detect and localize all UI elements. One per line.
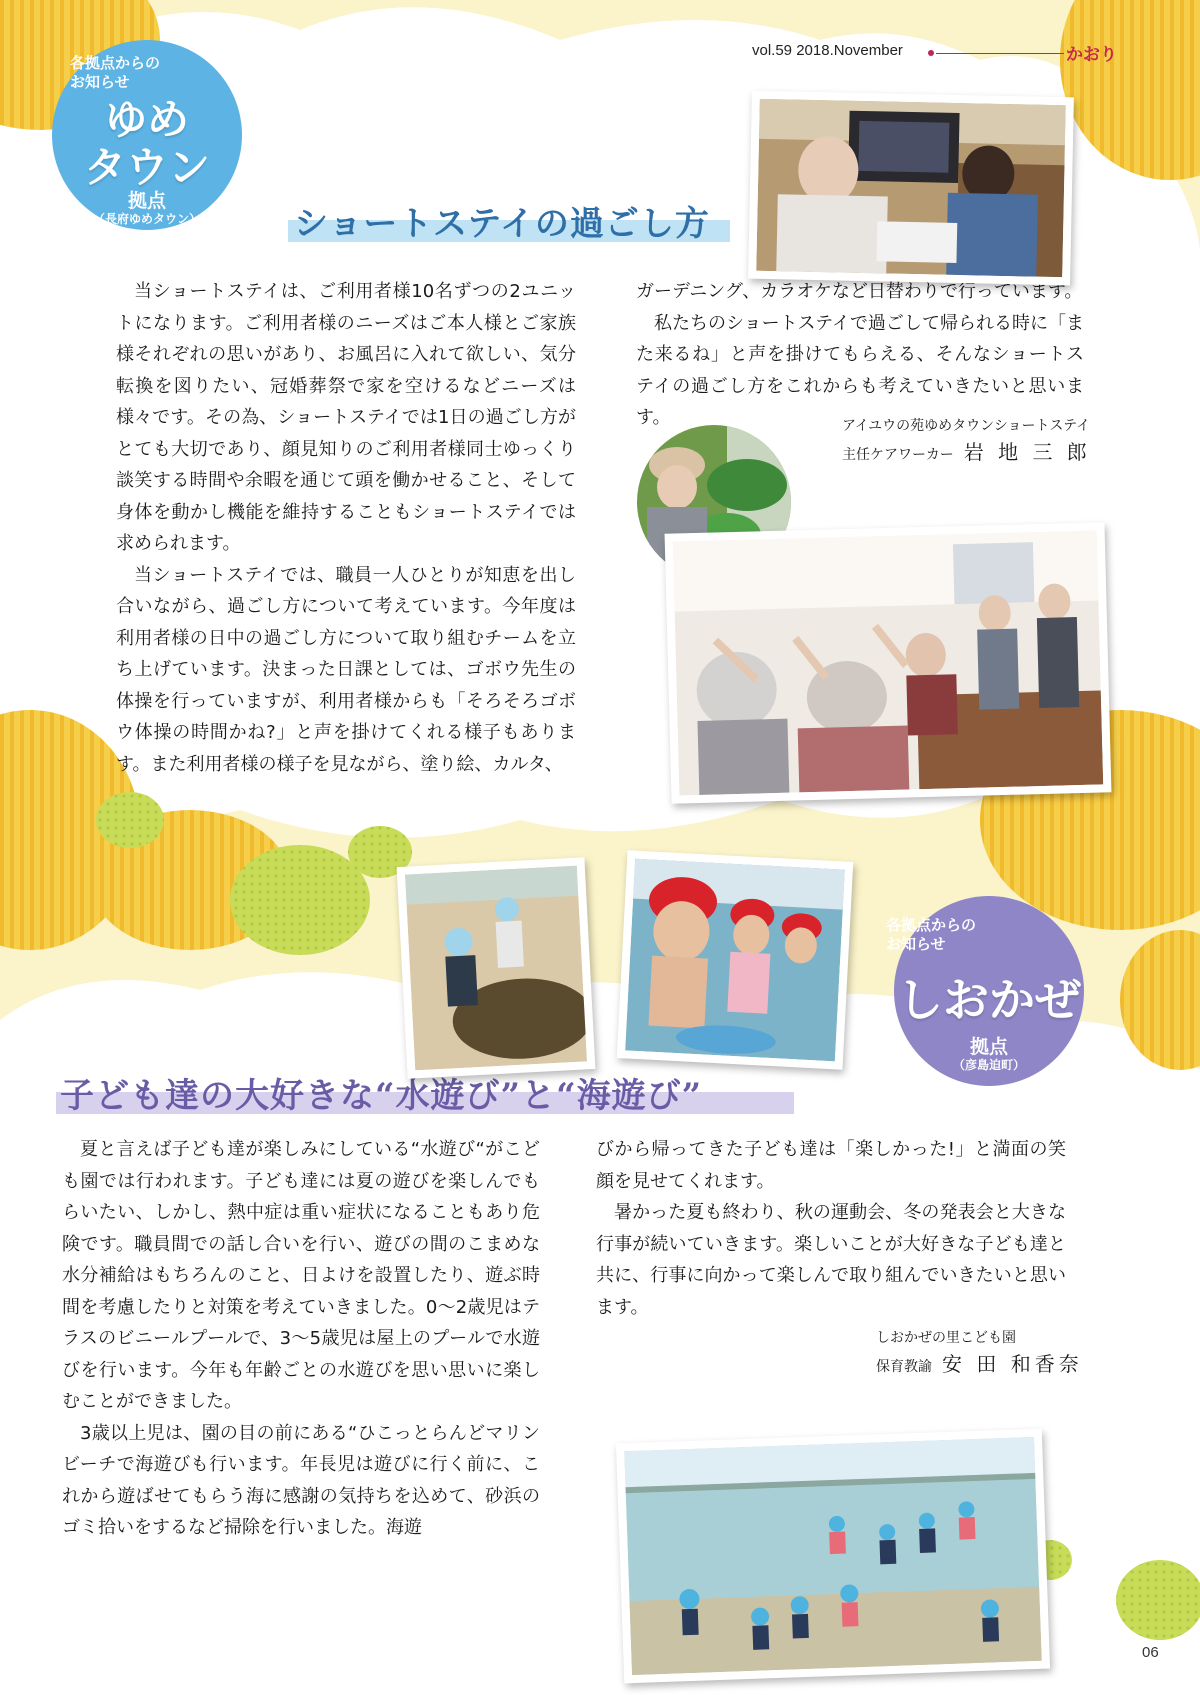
header-dot xyxy=(928,50,934,56)
section2-credit xyxy=(876,1328,1083,1377)
badge-kicker-line2: お知らせ xyxy=(886,935,946,953)
credit-name: 安 田 和香奈 xyxy=(942,1352,1083,1376)
badge-kicker-line2: お知らせ xyxy=(70,73,130,91)
credit-name: 岩 地 三 郎 xyxy=(963,440,1091,464)
badge-location: （彦島迫町） xyxy=(952,1058,1025,1072)
karaoke-photo xyxy=(748,91,1074,286)
section2-paragraph-1: 夏と言えば子ども達が楽しみにしている“水遊び“がこども園では行われます。子ども達には夏の遊びを楽しんでもらいたい、しかし、熱中症は重い症状になることもあり危険です。職員間での話し合いを行い、遊びの間のこまめな水分補給はもちろんのこと、日よけを設置したり、遊ぶ時間を考慮したりと対策を考えていきました。0〜2歳児はテラスのビニールプールで、3〜5歳児は屋上のプールで水遊びを行います。今年も年齢ごとの水遊びを思い思いに楽しむことができました。 xyxy=(62,1139,540,1412)
beach-cleanup-photo xyxy=(397,857,596,1079)
exercise-photo xyxy=(665,522,1112,803)
sea-play-photo xyxy=(616,1429,1050,1684)
section1-credit xyxy=(842,416,1091,465)
section1-column-right xyxy=(636,276,1084,434)
section2-paragraph-4: 暑かった夏も終わり、秋の運動会、冬の発表会と大きな行事が続いていきます。楽しいことが大好きな子ども達と共に、行事に向かって楽しんで取り組んでいきたいと思います。 xyxy=(596,1202,1066,1318)
section1-paragraph-1: 当ショートステイは、ご利用者様10名ずつの2ユニットになります。ご利用者様のニーズはご本人様とご家族様それぞれの思いがあり、お風呂に入れて欲しい、気分転換を図りたい、冠婚葬祭で家を空けるなどニーズは様々です。その為、ショートステイでは1日の過ごし方がとても大切であり、顔見知りのご利用者様同士ゆっくり談笑する時間や余暇を通じて頭を働かせること、そして身体を動かし機能を維持することもショートステイでは求められます。 xyxy=(116,281,576,554)
yumetown-badge xyxy=(52,40,242,230)
badge-name-line2: タウン xyxy=(83,143,210,192)
section2-column-left xyxy=(62,1134,540,1544)
header-rule xyxy=(936,53,1064,54)
brand-name: かおり xyxy=(1066,45,1117,65)
section2-paragraph-2: 3歳以上児は、園の目の前にある“ひこっとらんどマリンビーチで海遊びも行います。年長児は遊びに行く前に、これから遊ばせてもらう海に感謝の気持ちを込めて、砂浜のゴミ拾いをするなど掃除を行いました。海遊 xyxy=(62,1422,540,1538)
badge-kicker-line1: 各拠点からの xyxy=(70,54,161,72)
badge-base: 拠点 xyxy=(969,1036,1008,1058)
credit-role: 主任ケアワーカー xyxy=(842,447,954,463)
section2-title: 子ども達の大好きな“水遊び”と“海遊び” xyxy=(60,1076,703,1116)
credit-role: 保育教諭 xyxy=(876,1359,932,1375)
badge-location: （長府ゆめタウン） xyxy=(92,212,201,226)
page-number: 06 xyxy=(1142,1644,1159,1661)
section2-column-right xyxy=(596,1134,1066,1323)
pool-play-photo xyxy=(617,850,854,1070)
badge-name-line1: ゆめ xyxy=(104,95,189,144)
issue-label: vol.59 2018.November xyxy=(752,42,903,59)
section1-paragraph-3: ガーデニング、カラオケなど日替わりで行っています。 xyxy=(636,281,1083,302)
badge-base: 拠点 xyxy=(127,190,166,212)
badge-kicker-line1: 各拠点からの xyxy=(886,916,977,934)
section2-paragraph-3: びから帰ってきた子ども達は「楽しかった!」と満面の笑顔を見せてくれます。 xyxy=(596,1139,1066,1192)
credit-organization: アイユウの苑ゆめタウンショートステイ xyxy=(842,418,1091,434)
credit-organization: しおかぜの里こども園 xyxy=(876,1330,1016,1346)
section1-column-left xyxy=(116,276,576,780)
section1-paragraph-4: 私たちのショートステイで過ごして帰られる時に「また来るね」と声を掛けてもらえる、そんなショートステイの過ごし方をこれからも考えていきたいと思います。 xyxy=(636,312,1084,428)
badge-name: しおかぜ xyxy=(897,973,1081,1027)
shiokaze-badge xyxy=(886,896,1084,1086)
section1-paragraph-2: 当ショートステイでは、職員一人ひとりが知恵を出し合いながら、過ごし方について考えています。今年度は利用者様の日中の過ごし方について取り組むチームを立ち上げています。決まった日課としては、ゴボウ先生の体操を行っていますが、利用者様からも「そろそろゴボウ体操の時間かね?」と声を掛けてくれる様子もあります。また利用者様の様子を見ながら、塗り絵、カルタ、 xyxy=(116,564,576,775)
badge-kicker xyxy=(886,916,976,954)
section1-title: ショートステイの過ごし方 xyxy=(294,204,710,244)
badge-kicker xyxy=(70,54,160,92)
